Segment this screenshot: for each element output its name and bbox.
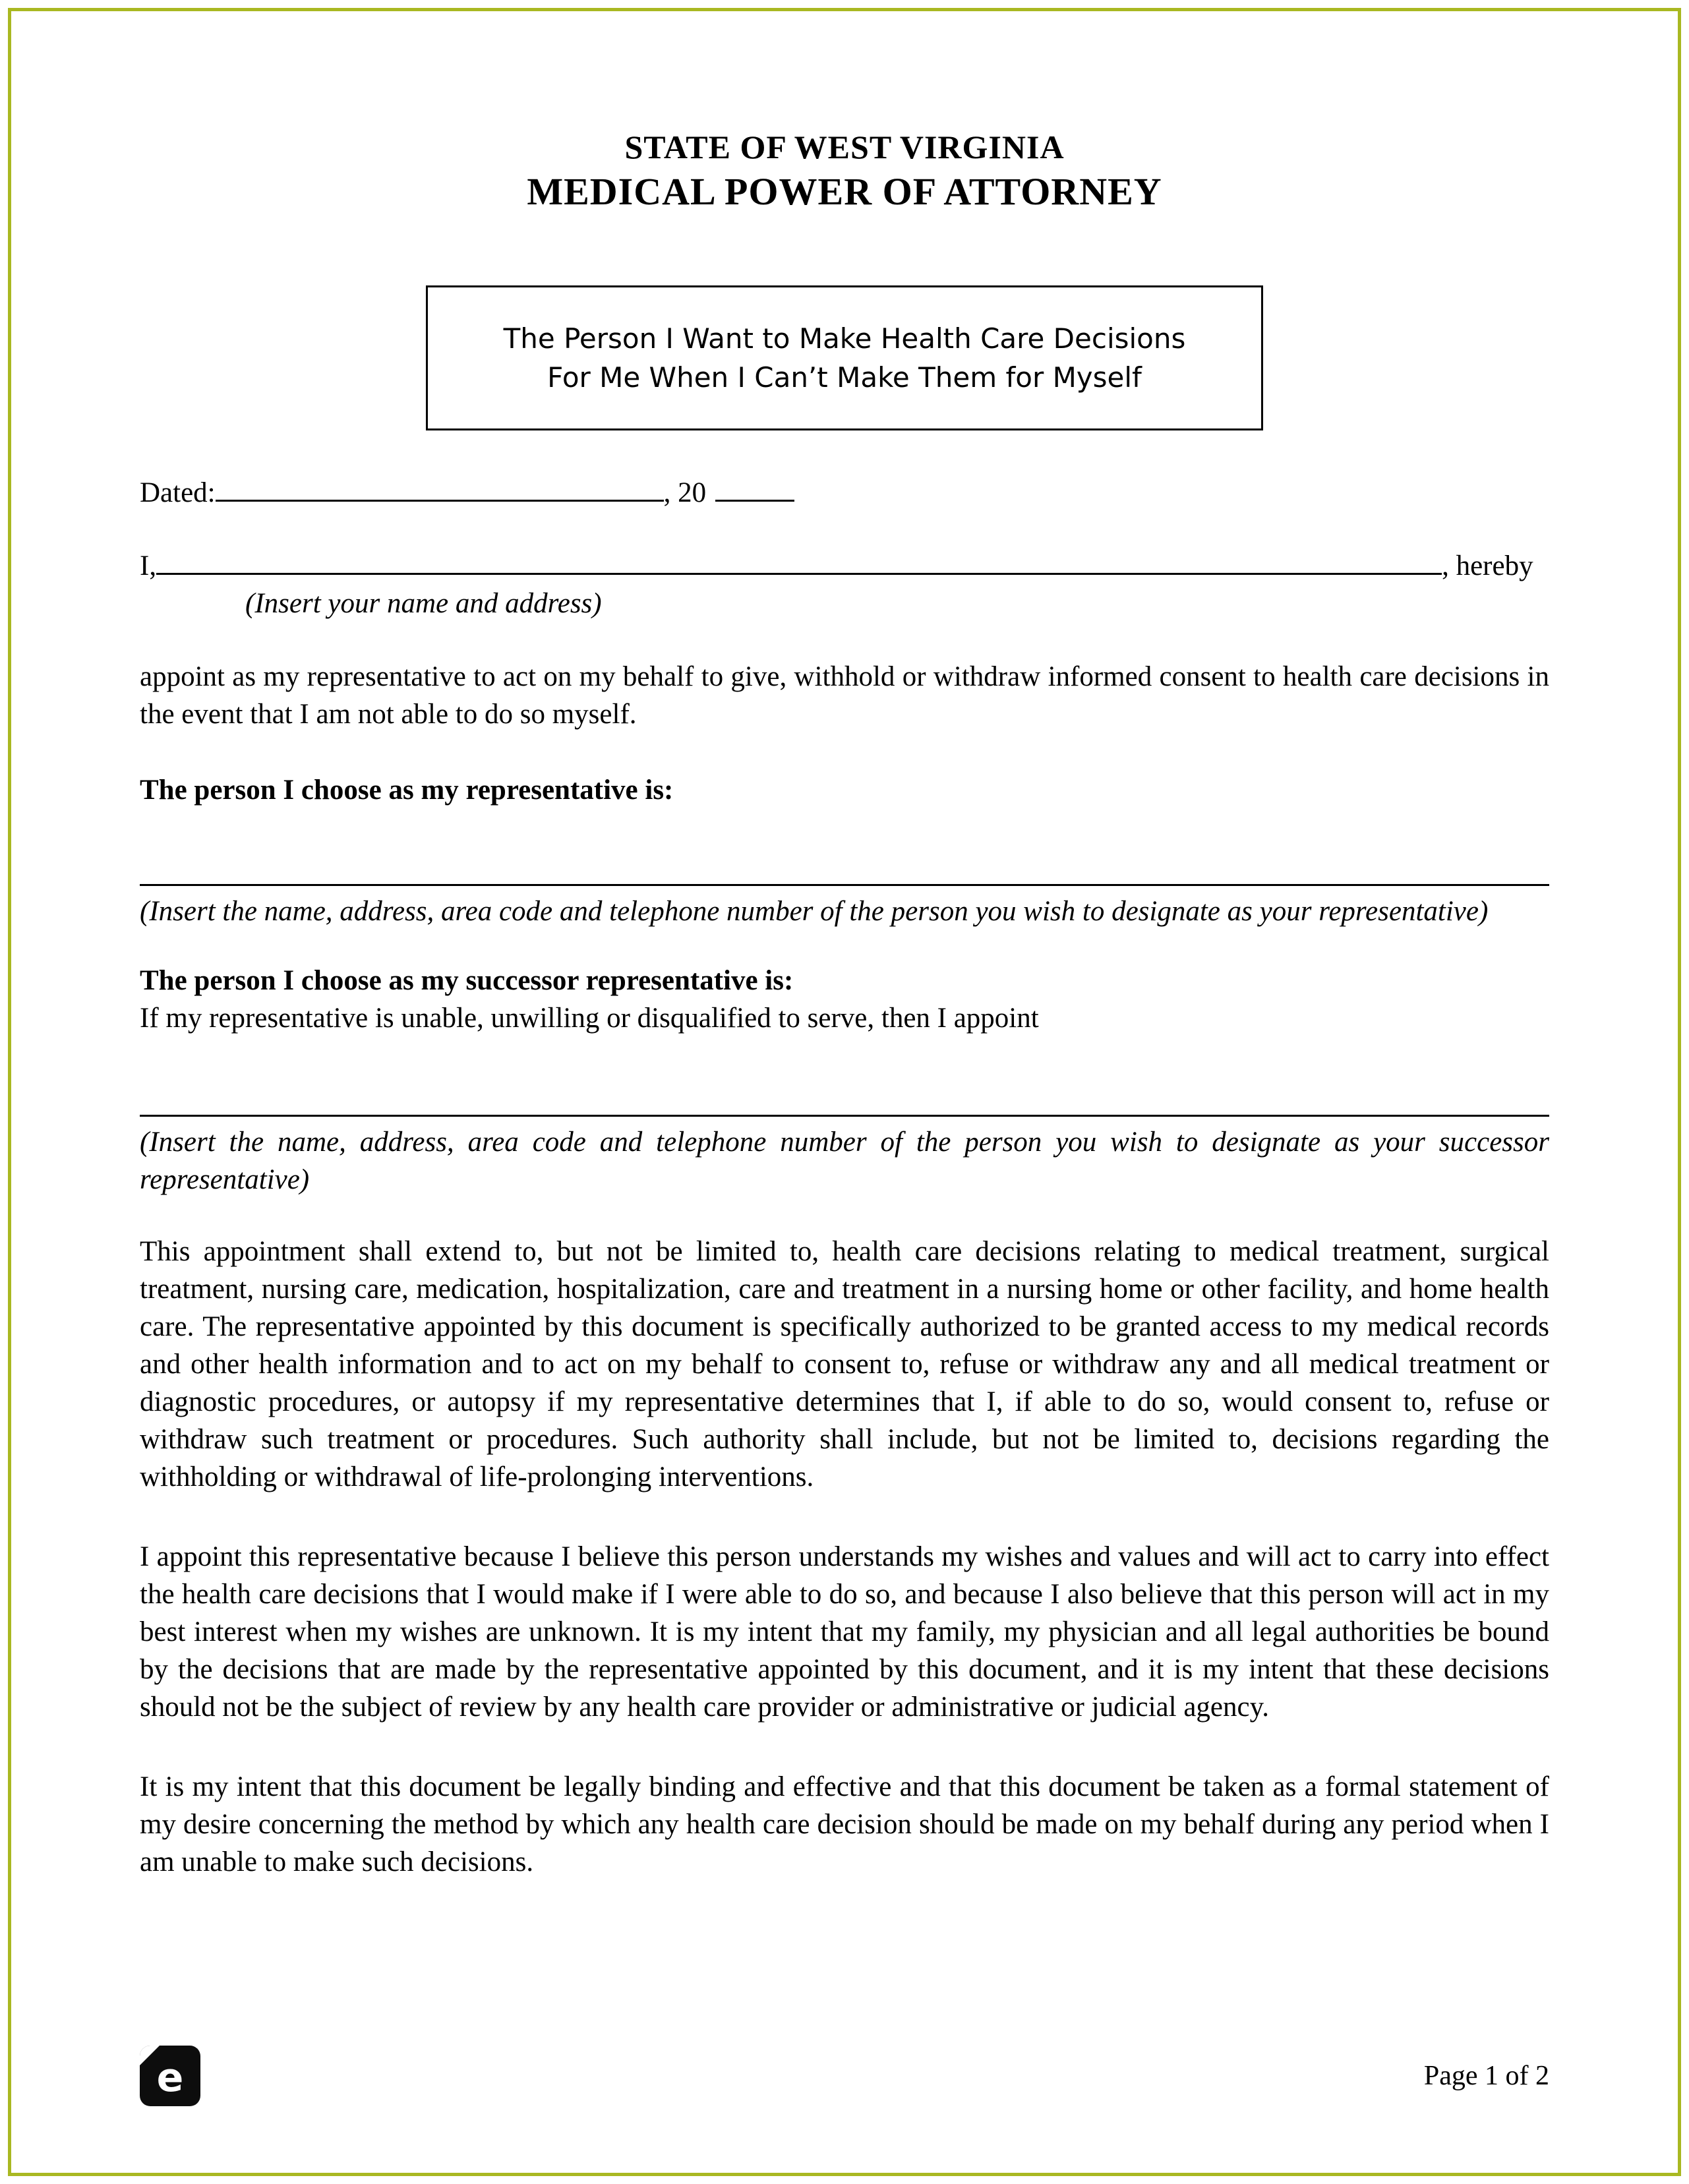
title-document-line: MEDICAL POWER OF ATTORNEY: [527, 169, 1162, 213]
declarant-name-blank-field[interactable]: [156, 573, 1442, 575]
intro-box: [426, 285, 1263, 430]
representative-blank-field[interactable]: [140, 883, 1549, 886]
declarant-suffix: , hereby: [1442, 550, 1533, 581]
authority-scope-paragraph: This appointment shall extend to, but not be limited to, health care decisions relating to medical treatment, surgical treatment, nursing care, medication, hospitalization, care and treatment in a nursing home or other facility, and home health care. The representative appointed by this document is specifically authorized to be granted access to my medical records and other health information and to act on my behalf to consent to, refuse or withdraw any and all medical treatment or diagnostic procedures, or autopsy if my representative determines that I, if able to do so, would consent to, refuse or withdraw such treatment or procedures. Such authority shall include, but not be limited to, decisions regarding the withholding or withdrawal of life-prolonging interventions.: [140, 1236, 1549, 1492]
legally-binding-paragraph: It is my intent that this document be legally binding and effective and that this document be taken as a formal statement of my desire concerning the method by which any health care decision should be made on my behalf during any period when I am unable to make such decisions.: [140, 1771, 1549, 1877]
intro-box-line1: The Person I Want to Make Health Care Decisions: [503, 322, 1186, 355]
successor-heading: The person I choose as my successor representative is:: [140, 965, 794, 996]
document-title: [140, 127, 1549, 216]
dated-label: Dated:: [140, 477, 216, 508]
representative-hint: (Insert the name, address, area code and telephone number of the person you wish to designate as your representative): [140, 896, 1489, 927]
successor-section: [140, 962, 1549, 1037]
eforms-logo-icon: [140, 2046, 200, 2106]
intro-box-line2: For Me When I Can’t Make Them for Myself: [547, 361, 1142, 394]
successor-blank-field[interactable]: [140, 1113, 1549, 1117]
declarant-row: [140, 547, 1549, 585]
successor-intro: If my representative is unable, unwilling or disqualified to serve, then I appoint: [140, 1003, 1039, 1034]
dated-year-prefix: , 20: [663, 477, 707, 508]
page-indicator: Page 1 of 2: [1423, 2060, 1549, 2091]
date-blank-field[interactable]: [216, 500, 664, 502]
page-footer: [140, 2046, 1549, 2106]
eforms-logo-letter: e: [156, 2055, 184, 2101]
appoint-paragraph: appoint as my representative to act on my behalf to give, withhold or withdraw informed consent to health care decisions in the event that I am not able to do so myself.: [140, 661, 1549, 730]
appointment-intent-paragraph: I appoint this representative because I believe this person understands my wishes and values and will act to carry into effect the health care decisions that I would make if I were able to do so, and because I also believe that this person will act in my best interest when my wishes are unknown. It is my intent that my family, my physician and all legal authorities be bound by the decisions that are made by the representative appointed by this document, and it is my intent that these decisions should not be the subject of review by any health care provider or administrative or judicial agency.: [140, 1541, 1549, 1723]
dated-row: [140, 474, 1549, 512]
declarant-hint: (Insert your name and address): [245, 588, 602, 619]
successor-hint: (Insert the name, address, area code and telephone number of the person you wish to designate as your successor representative): [140, 1127, 1549, 1195]
folded-corner-icon: [140, 2046, 160, 2065]
title-state-line: STATE OF WEST VIRGINIA: [624, 129, 1065, 165]
year-blank-field[interactable]: [715, 500, 794, 502]
declarant-prefix: I,: [140, 550, 157, 581]
representative-heading: The person I choose as my representative is:: [140, 775, 674, 806]
